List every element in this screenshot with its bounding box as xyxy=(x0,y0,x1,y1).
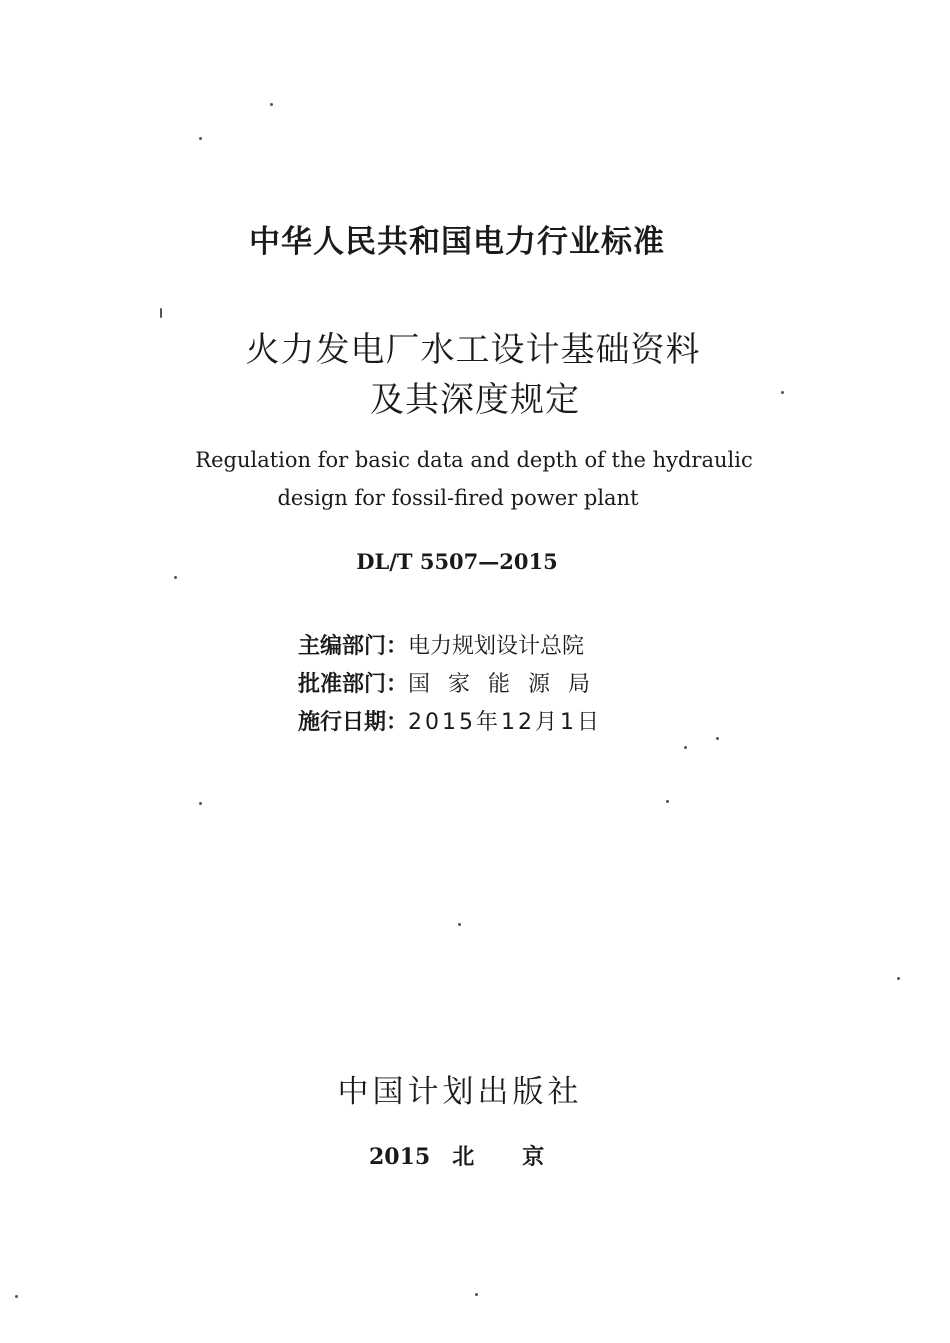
title-english-line-1: Regulation for basic data and depth of the hydraulic xyxy=(195,448,753,472)
scan-speck xyxy=(475,1293,478,1296)
scan-speck xyxy=(174,576,177,579)
scan-speck xyxy=(270,103,273,106)
scan-speck xyxy=(781,391,784,394)
scan-speck xyxy=(716,737,719,740)
scan-speck xyxy=(458,923,461,926)
effective-date-row xyxy=(298,704,608,742)
title-chinese-line-2: 及其深度规定 xyxy=(370,380,580,420)
editor-label: 主编部门： xyxy=(298,634,409,659)
publication-year: 2015 xyxy=(369,1144,431,1170)
approver-row xyxy=(298,666,608,704)
effective-date-value: 2015年12月1日 xyxy=(408,710,602,735)
approver-value: 国家能源局 xyxy=(408,672,609,697)
approver-label: 批准部门： xyxy=(298,672,409,697)
scan-speck xyxy=(684,746,687,749)
publication-city: 北京 xyxy=(452,1145,593,1170)
publication-info xyxy=(298,628,608,742)
scan-speck xyxy=(160,308,162,318)
editor-row xyxy=(298,628,608,666)
effective-date-label: 施行日期： xyxy=(298,710,409,735)
editor-value: 电力规划设计总院 xyxy=(408,634,585,659)
scan-speck xyxy=(666,800,669,803)
standard-type-header: 中华人民共和国电力行业标准 xyxy=(249,224,665,260)
title-chinese-line-1: 火力发电厂水工设计基础资料 xyxy=(245,330,701,370)
title-english-line-2: design for fossil-fired power plant xyxy=(277,486,639,510)
scan-speck xyxy=(897,977,900,980)
publication-place xyxy=(369,1140,592,1171)
scan-speck xyxy=(15,1295,18,1298)
scan-speck xyxy=(199,137,202,140)
publisher-name: 中国计划出版社 xyxy=(337,1074,583,1110)
standard-code: DL/T 5507—2015 xyxy=(356,549,558,574)
scan-speck xyxy=(199,802,202,805)
